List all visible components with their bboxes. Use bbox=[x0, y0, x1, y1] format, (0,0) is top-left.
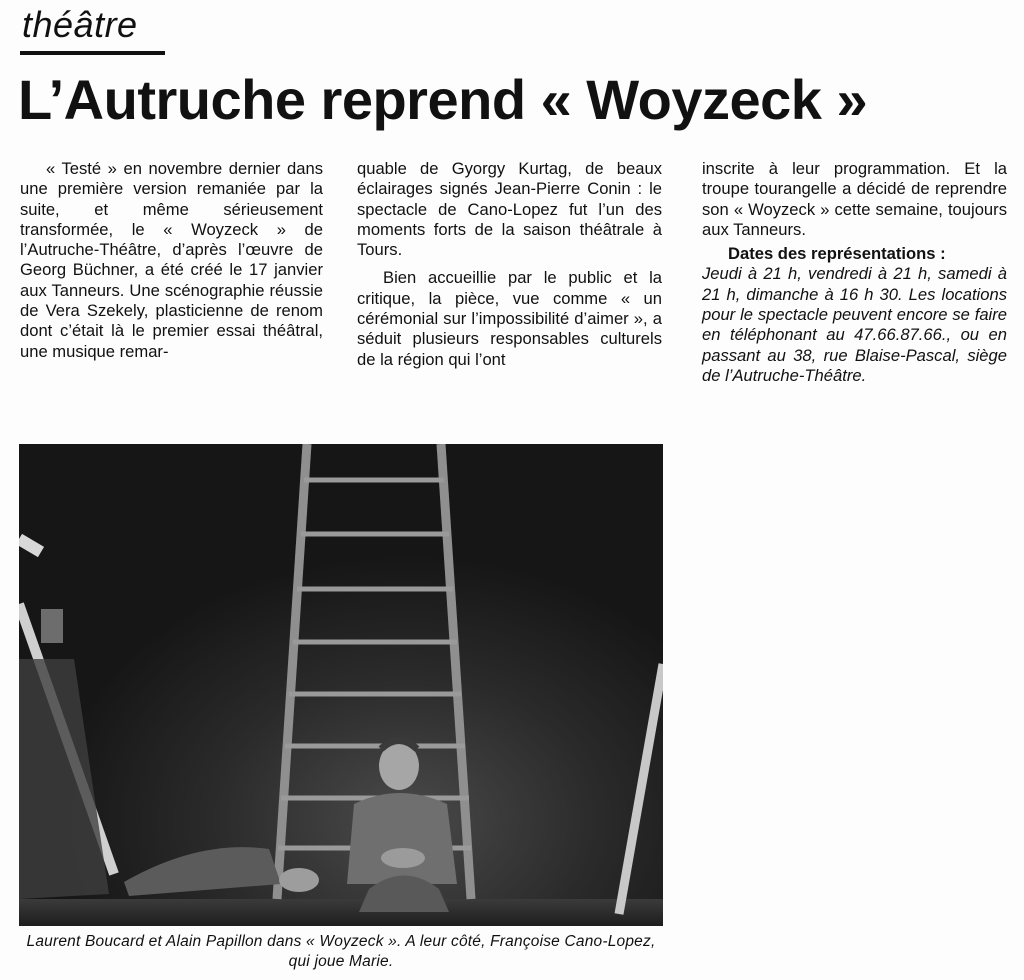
photo-caption: Laurent Boucard et Alain Papillon dans « Woyzeck ». A leur côté, Françoise Cano-Lopez, qui joue Marie. bbox=[26, 933, 656, 970]
article-column-3 bbox=[702, 159, 1007, 386]
dates-details: Jeudi à 21 h, vendredi à 21 h, samedi à 21 h, dimanche à 16 h 30. Les locations pour le spectacle peuvent encore se faire en téléphonant au 47.66.87.66., ou en passant au 38, rue Blaise-Pascal, siège de l’Autruche-Théâtre. bbox=[702, 264, 1007, 385]
column-2-paragraph-1: quable de Gyorgy Kurtag, de beaux éclairages signés Jean-Pierre Conin : le spectacle de Cano-Lopez fut l’un des moments forts de la saison théâtrale à Tours. bbox=[357, 159, 662, 260]
article-column-2 bbox=[357, 159, 662, 370]
article-headline: L’Autruche reprend « Woyzeck » bbox=[18, 68, 868, 131]
stage-photo bbox=[19, 444, 663, 926]
article-column-1 bbox=[20, 159, 323, 362]
section-rubric: théâtre bbox=[22, 4, 138, 45]
stage-photo-illustration bbox=[19, 444, 663, 926]
rubric-underline bbox=[20, 51, 165, 55]
column-1-paragraph: « Testé » en novembre dernier dans une première version remaniée par la suite, et même sérieusement transformée, le « Woyzeck » de l’Autruche-Théâtre, d’après l’œuvre de Georg Büchner, a été créé le 17 janvier aux Tanneurs. Une scénographie réussie de Vera Szekely, plasticienne de renom dont c’était là le premier essai théâtral, une musique remar- bbox=[20, 159, 323, 361]
column-2-paragraph-2: Bien accueillie par le public et la critique, la pièce, vue comme « un cérémonial sur l’impossibilité d’aimer », a séduit plusieurs responsables culturels de la région qui l’ont bbox=[357, 268, 662, 369]
column-3-paragraph-1: inscrite à leur programmation. Et la troupe tourangelle a décidé de reprendre son « Woyzeck » cette semaine, toujours aux Tanneurs. bbox=[702, 159, 1007, 239]
dates-heading: Dates des représentations : bbox=[728, 244, 946, 264]
